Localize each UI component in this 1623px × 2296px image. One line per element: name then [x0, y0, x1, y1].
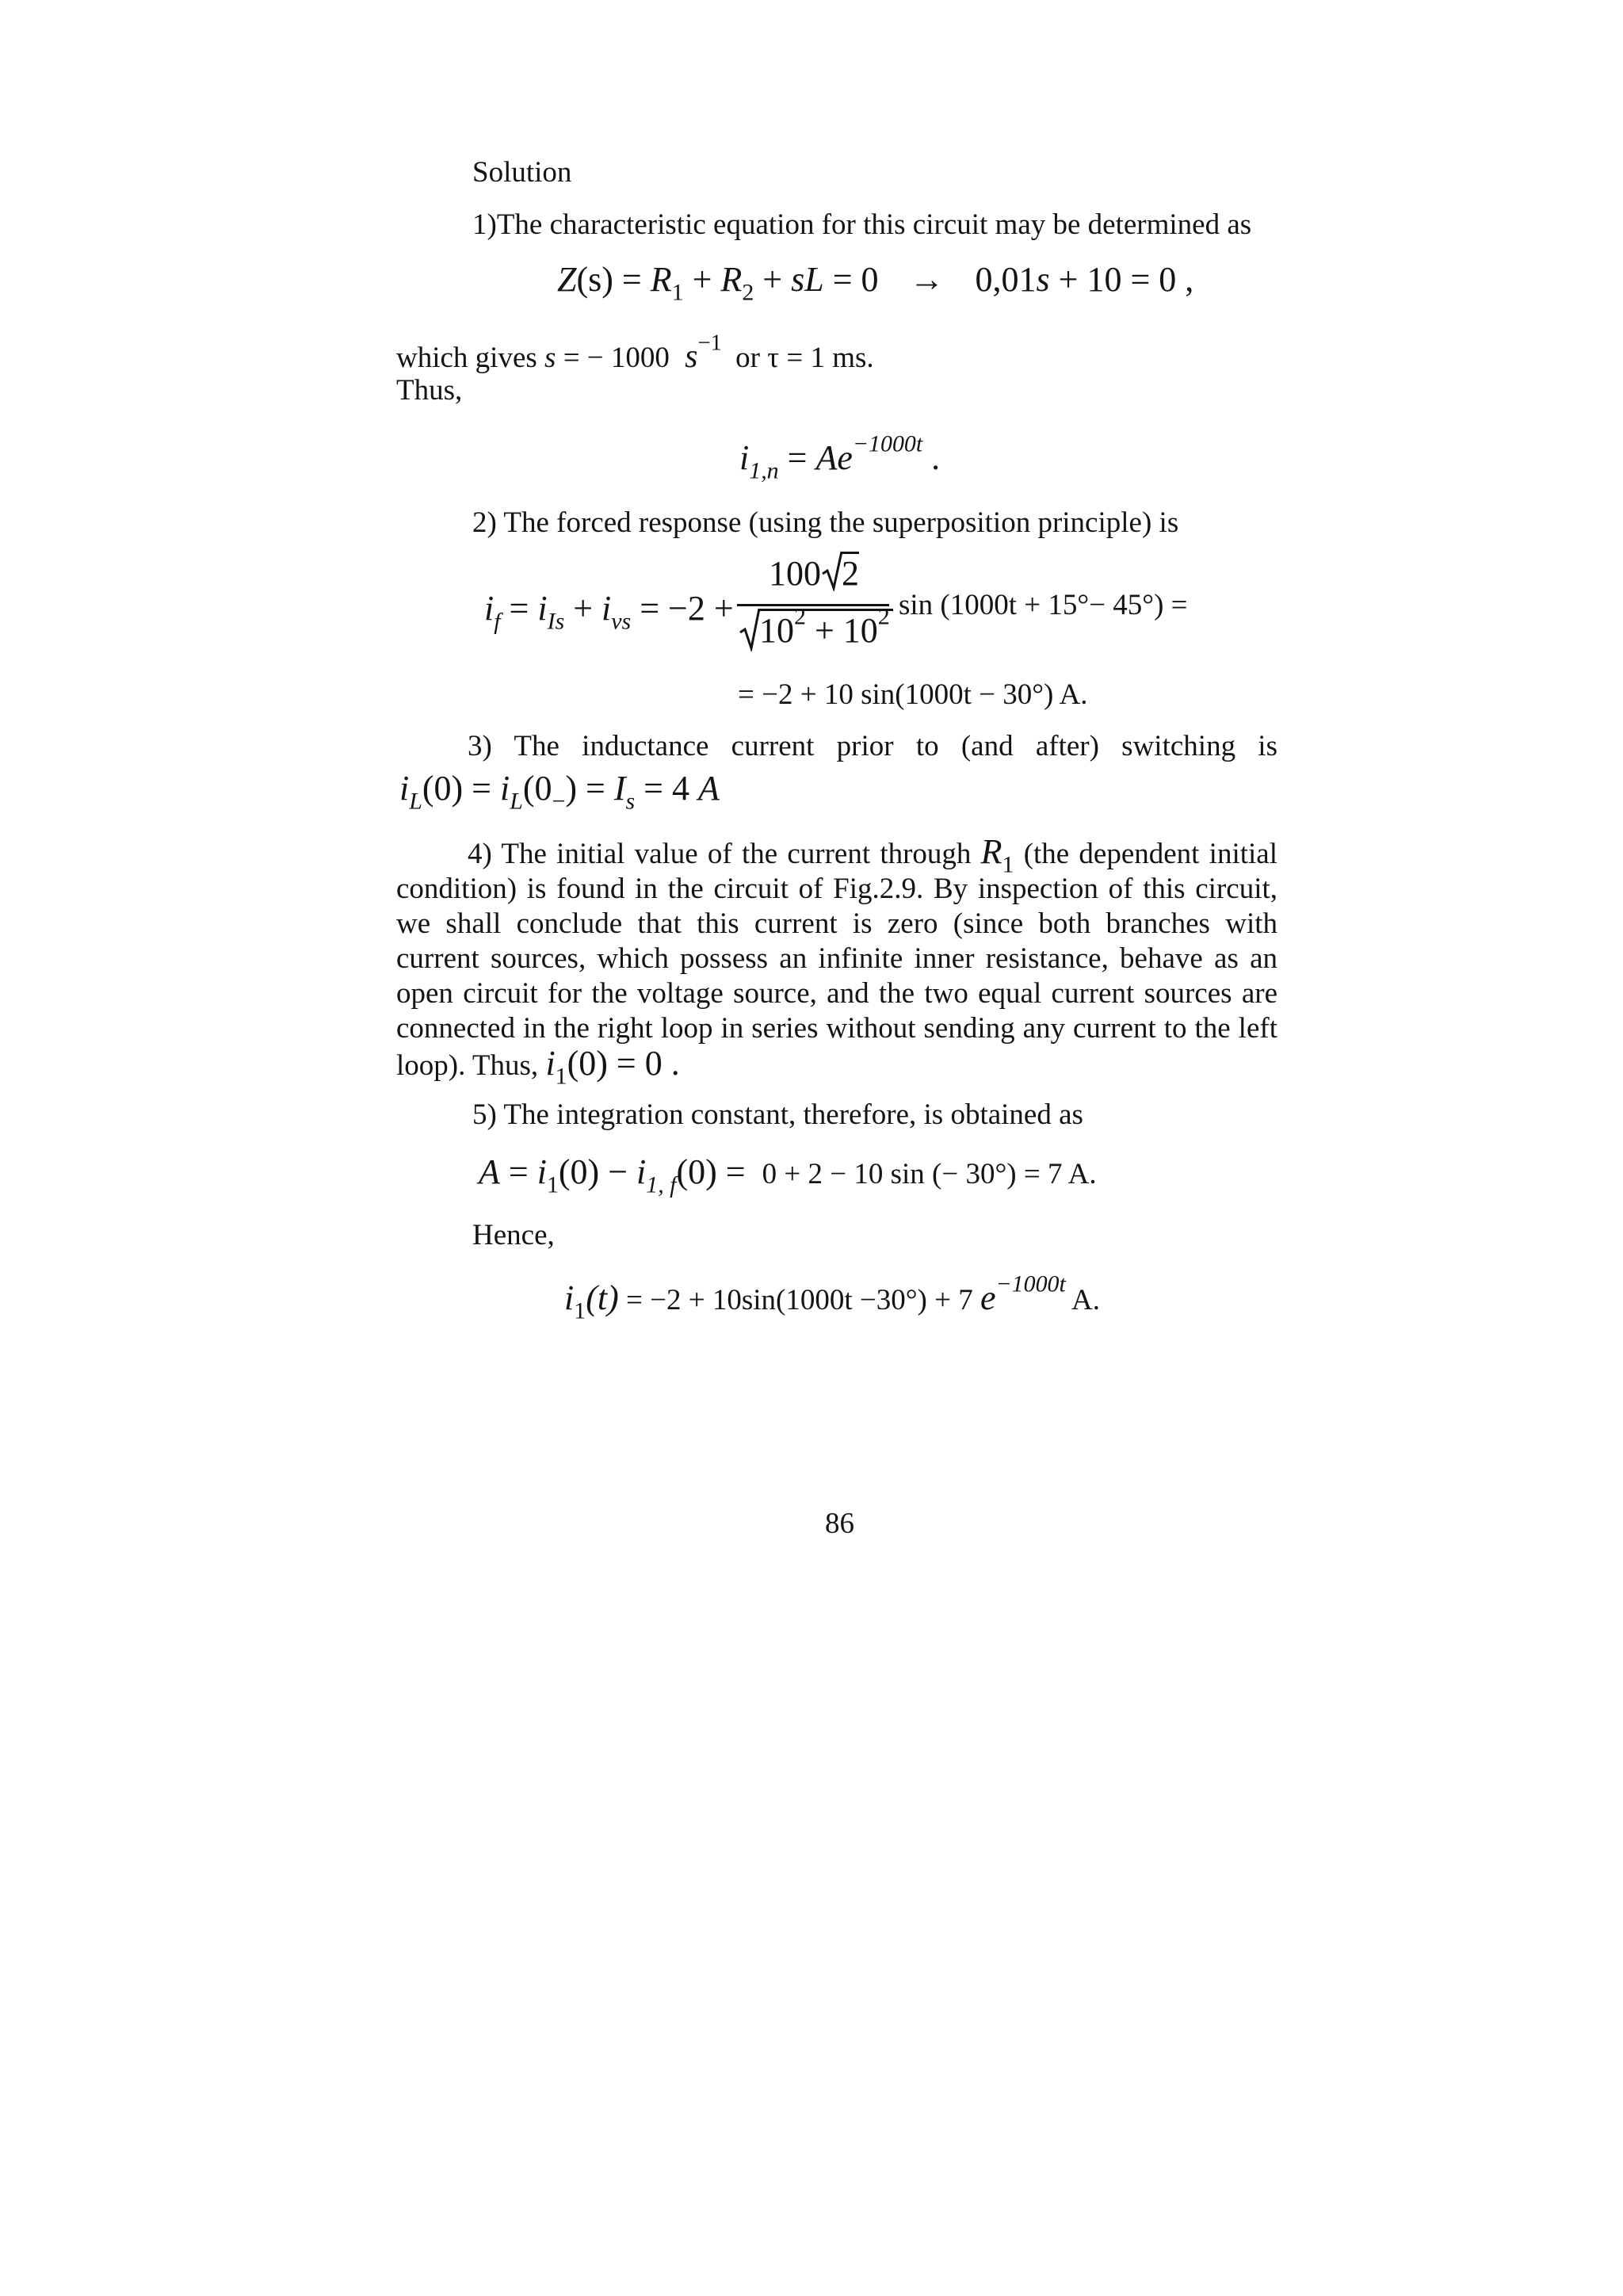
f-subscript: f — [494, 608, 501, 635]
square: 2 — [877, 603, 890, 630]
unit: A. — [1065, 1284, 1100, 1316]
r1-inline — [980, 832, 1014, 878]
i-symbol: i — [545, 1044, 556, 1083]
natural-response — [739, 430, 941, 484]
sqrt-sum — [739, 603, 893, 652]
solution-heading: Solution — [472, 156, 572, 189]
final-body: = −2 + 10sin(1000t −30°) + 7 — [618, 1284, 980, 1316]
r-symbol: R — [980, 832, 1002, 871]
il-symbol: i — [500, 769, 510, 808]
integration-constant — [479, 1152, 1097, 1198]
at-zero: (0) = — [422, 769, 500, 808]
is-symbol: I — [613, 769, 626, 808]
radical-sign — [821, 550, 843, 591]
exp-term — [980, 1270, 1066, 1317]
eq-sign: = — [778, 438, 816, 477]
equals-zero: = 0 — [823, 260, 879, 299]
arrow-symbol: → — [909, 260, 945, 299]
step4-body: (the dependent initial condition) is found in the circuit of Fig.2.9. By inspection of this circuit, we shall conclude that this current is zero (since both branches with current sources, which possess an infinite inner resistance, behave as an open circuit for the voltage source, and the two equal current sources are connected in the right loop in series without sending any current to the left loop). Thus, — [396, 838, 1277, 1082]
unit-s — [685, 330, 722, 375]
i1-value: (0) = 0 . — [567, 1044, 680, 1083]
fraction-bar — [737, 604, 889, 606]
exponent: −1000t — [852, 430, 923, 457]
ten: 10 — [759, 611, 794, 650]
fraction-numerator — [769, 553, 859, 595]
minus-two: = −2 + — [631, 589, 734, 628]
square: 2 — [794, 603, 806, 630]
l-subscript: L — [510, 788, 523, 815]
r2-sub: 2 — [742, 279, 754, 306]
t-arg: (t) — [586, 1278, 619, 1317]
i-subscript: 1,n — [749, 457, 779, 484]
ivs-symbol: i — [601, 589, 612, 628]
sqrt-two — [821, 553, 859, 595]
il-symbol: i — [399, 769, 410, 808]
which-gives-text: which gives — [396, 342, 537, 374]
s-value: = − 1000 — [563, 342, 670, 374]
sin-part: sin (1000t + 15°− 45°) = — [899, 589, 1188, 621]
exponent: −1000t — [995, 1270, 1066, 1297]
step3-text — [396, 729, 1277, 764]
radical-sign — [739, 607, 761, 651]
characteristic-equation — [557, 259, 1194, 306]
ae-term: Ae — [815, 438, 853, 477]
final-solution — [564, 1270, 1100, 1324]
i1-zero — [545, 1044, 680, 1090]
step5-text: 5) The integration constant, therefore, is obtained as — [472, 1098, 1083, 1131]
numerator-coef: 100 — [769, 554, 821, 593]
ten: 10 — [842, 611, 878, 650]
iis-symbol: i — [537, 589, 548, 628]
integration-rhs: 0 + 2 − 10 sin (− 30°) = 7 A. — [762, 1158, 1097, 1190]
i1-symbol: i — [537, 1152, 547, 1191]
plus-sign: + — [683, 260, 721, 299]
inductance-formula — [399, 768, 720, 815]
r1-symbol: R — [650, 260, 672, 299]
if-symbol: i — [484, 589, 495, 628]
hence-text: Hence, — [472, 1219, 555, 1251]
unit-exponent: −1 — [697, 330, 722, 356]
at-zero-eq: (0) = — [676, 1152, 754, 1191]
tau-text: or τ = 1 ms. — [735, 342, 874, 374]
radicand — [759, 603, 893, 650]
i1f-symbol: i — [636, 1152, 647, 1191]
i-symbol: i — [564, 1278, 575, 1317]
page-number: 86 — [825, 1507, 854, 1540]
value: = 4 — [635, 769, 698, 808]
z-symbol: Z — [557, 260, 577, 299]
period: . — [922, 438, 941, 477]
unit-s-letter: s — [685, 338, 698, 375]
step3-sentence: 3) The inductance current prior to (and after) switching is — [468, 730, 1277, 762]
r2-symbol: R — [720, 260, 743, 299]
root-value: 2 — [842, 552, 859, 593]
eq-sign: = — [613, 260, 651, 299]
integration-lhs — [479, 1152, 754, 1198]
l-subscript: L — [409, 788, 422, 815]
s-subscript: s — [625, 788, 636, 815]
close-eq: ) = — [565, 769, 614, 808]
step1-text: 1)The characteristic equation for this circuit may be determined as — [472, 208, 1252, 241]
at-zero-minus: (0) − — [558, 1152, 637, 1191]
is-subscript: Is — [547, 608, 565, 635]
step4-paragraph — [396, 832, 1277, 1090]
e-symbol: e — [980, 1278, 996, 1317]
step2-text: 2) The forced response (using the superposition principle) is — [472, 506, 1179, 539]
eq-sign: = — [500, 589, 538, 628]
i-subscript: 1 — [555, 1063, 567, 1090]
i1f-subscript: 1, f — [646, 1171, 677, 1198]
eq-sign: = — [499, 1152, 537, 1191]
final-lhs — [564, 1278, 619, 1324]
forced-result: = −2 + 10 sin(1000t − 30°) A. — [738, 678, 1088, 711]
r-subscript: 1 — [1002, 851, 1014, 878]
r1-sub: 1 — [671, 279, 684, 306]
forced-response-lhs — [484, 588, 734, 635]
fraction-denominator — [739, 603, 893, 652]
a-symbol: A — [479, 1152, 500, 1191]
rhs-s: s — [1036, 260, 1050, 299]
step4-intro: 4) The initial value of the current through — [468, 838, 972, 870]
i-symbol: i — [739, 438, 750, 477]
rhs-tail: + 10 = 0 , — [1049, 260, 1194, 299]
plus-sign: + — [805, 611, 843, 650]
s-symbol: s — [544, 342, 556, 374]
plus-sign: + — [754, 260, 792, 299]
rhs-coef: 0,01 — [975, 260, 1037, 299]
zero-open: (0 — [522, 769, 552, 808]
minus-subscript: − — [552, 788, 566, 815]
unit-a: A — [698, 769, 720, 808]
i1-subscript: 1 — [546, 1171, 559, 1198]
vs-subscript: vs — [611, 608, 632, 635]
thus-text: Thus, — [396, 374, 463, 407]
which-gives-line — [396, 330, 874, 376]
i-subscript: 1 — [574, 1297, 586, 1324]
plus-sign: + — [564, 589, 602, 628]
sl-term: sL — [791, 260, 824, 299]
z-arg: (s) — [576, 260, 613, 299]
